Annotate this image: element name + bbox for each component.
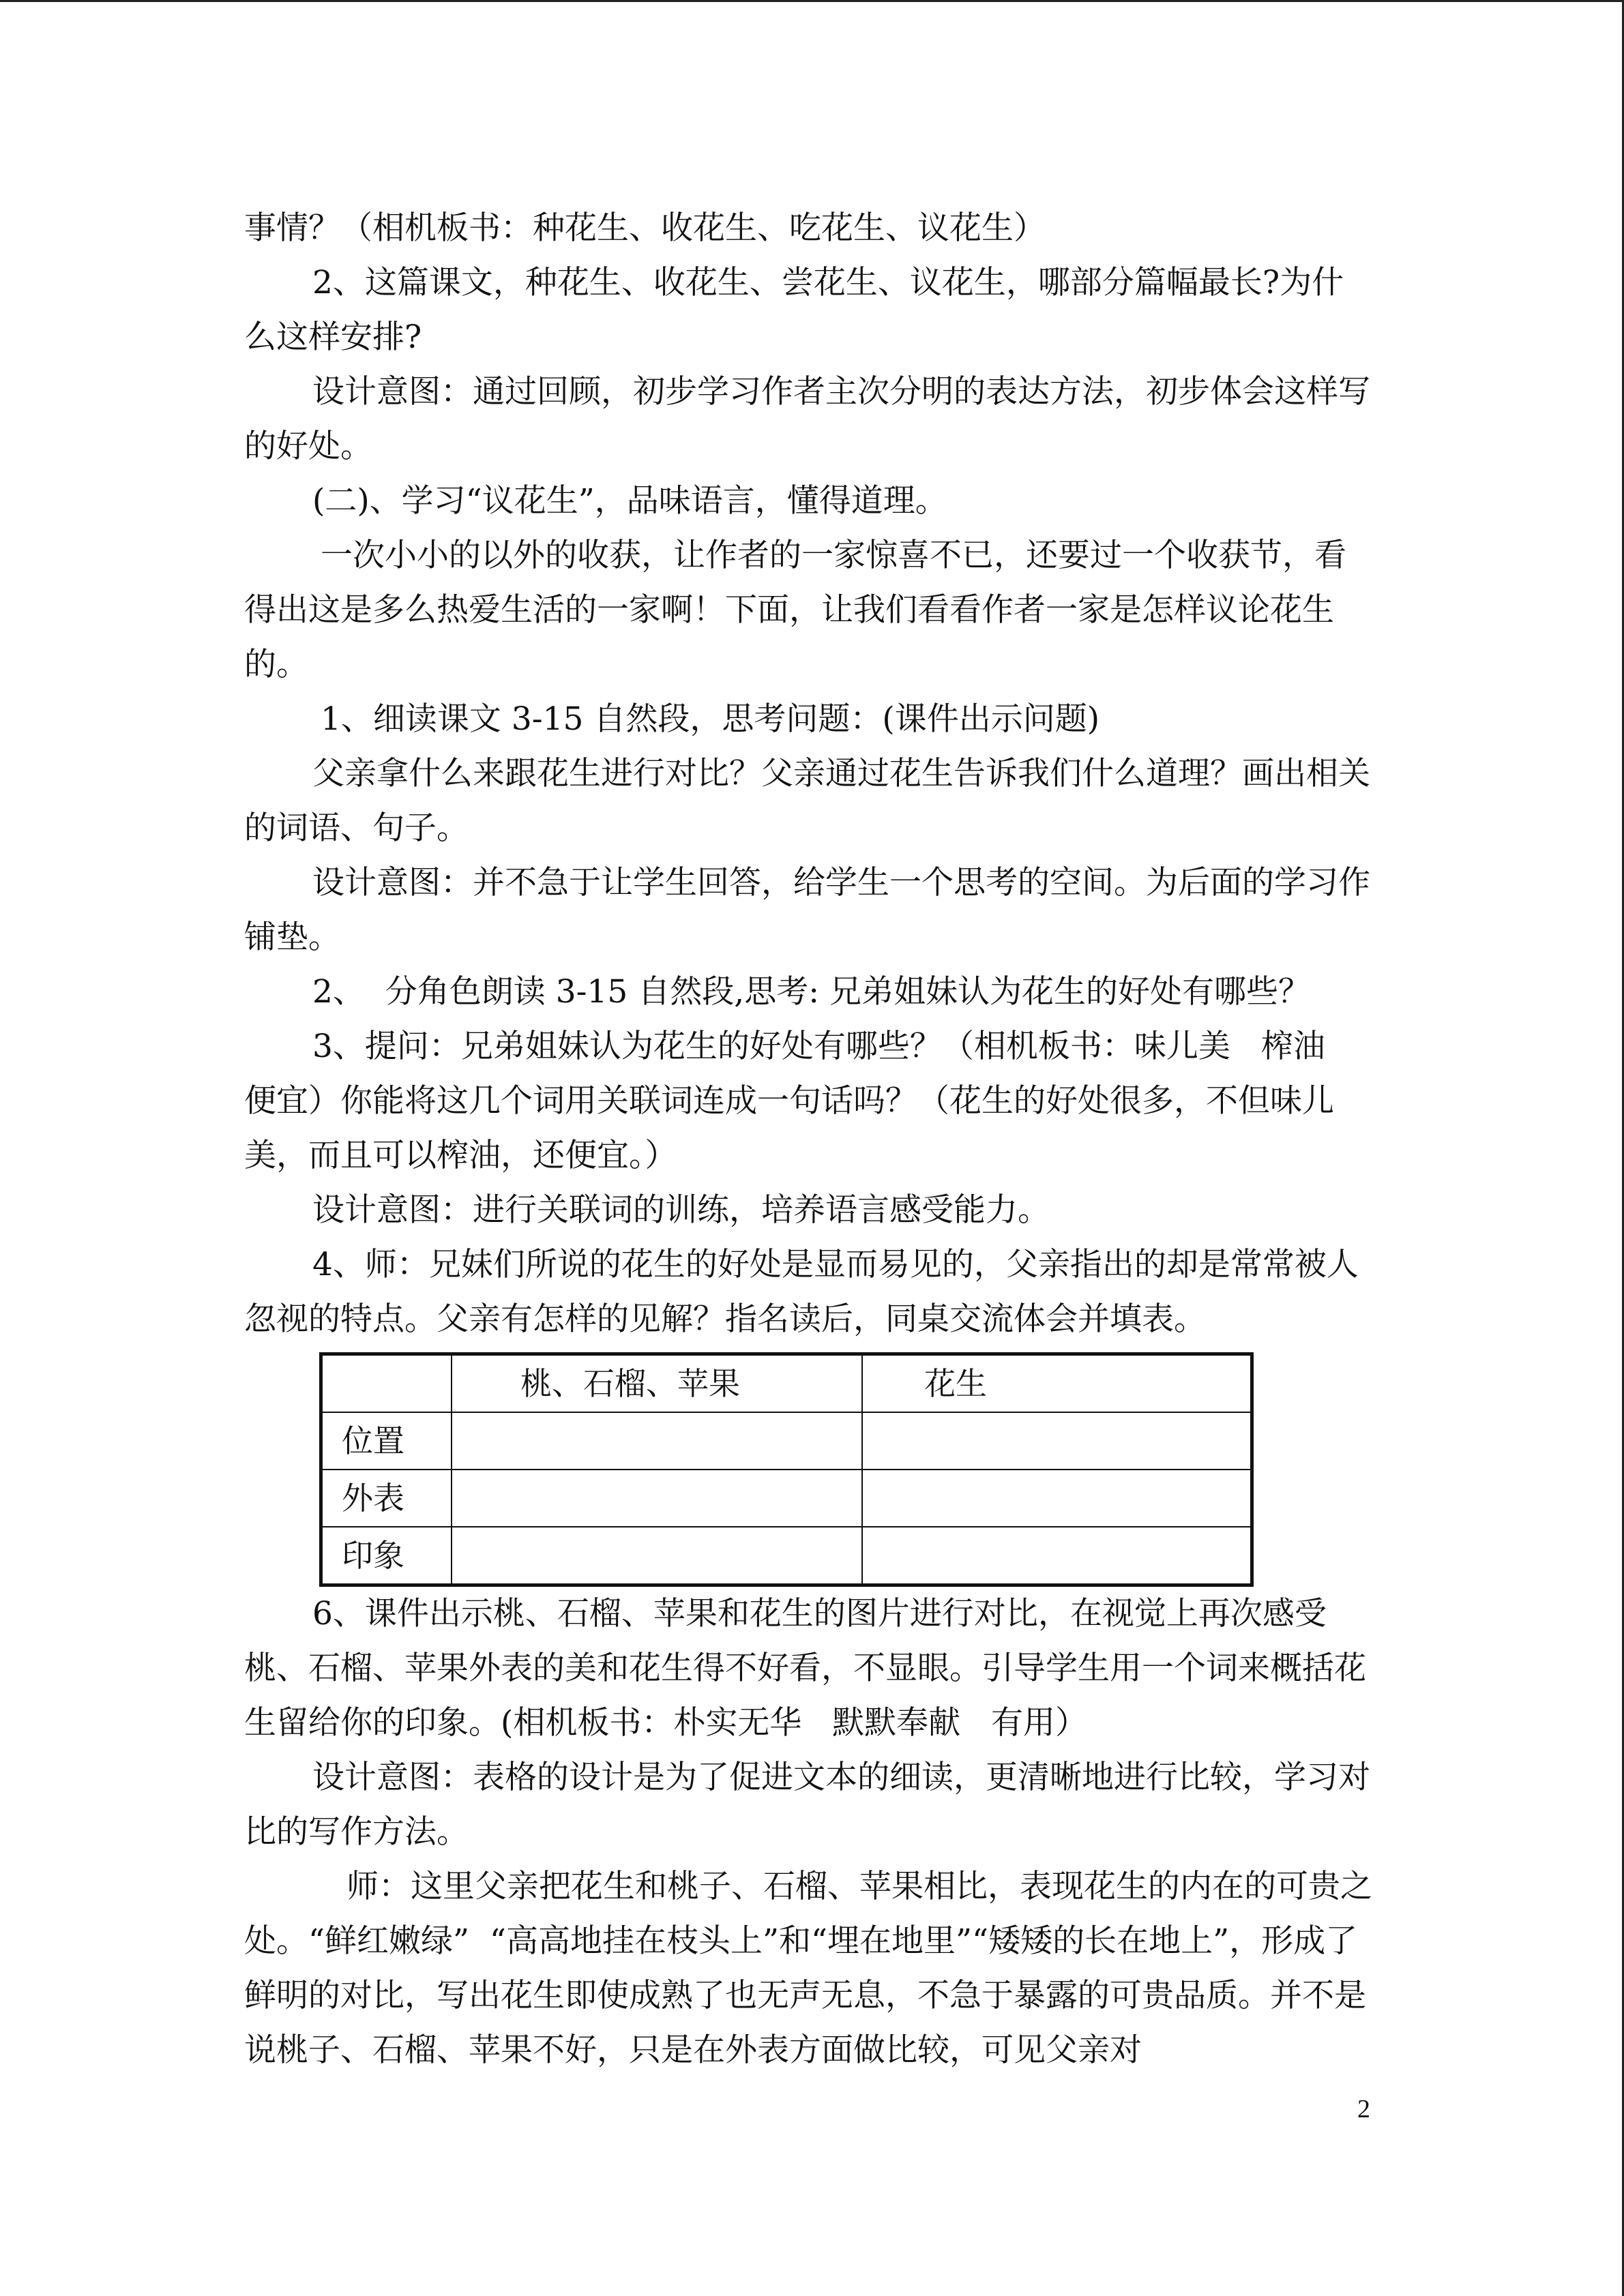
top-border-line	[0, 0, 1624, 2]
table-cell	[452, 1470, 862, 1527]
paragraph-15: 师：这里父亲把花生和桃子、石榴、苹果相比，表现花生的内在的可贵之处。“鲜红嫩绿” “高高地挂在枝头上”和“埋在地里”“矮矮的长在地上”，形成了鲜明的对比，写出花生即使成熟了也无声无息，不急于暴露的可贵品质。并不是说桃子、石榴、苹果不好，只是在外表方面做比较，可见父亲对	[244, 1868, 1372, 2069]
paragraph-2: 2、这篇课文，种花生、收花生、尝花生、议花生，哪部分篇幅最长?为什么这样安排?	[244, 264, 1344, 356]
paragraph-5: 一次小小的以外的收获，让作者的一家惊喜不已，还要过一个收获节，看得出这是多么热爱生活的一家啊！下面，让我们看看作者一家是怎样议论花生的。	[244, 537, 1346, 683]
table-cell	[862, 1527, 1252, 1585]
table-row	[321, 1470, 1252, 1527]
table-cell	[452, 1412, 862, 1470]
table-row-label-appearance: 外表	[321, 1470, 452, 1527]
paragraph-14: 设计意图：表格的设计是为了促进文本的细读，更清晰地进行比较，学习对比的写作方法。	[244, 1759, 1370, 1851]
paragraph-3: 设计意图：通过回顾，初步学习作者主次分明的表达方法，初步体会这样写的好处。	[244, 373, 1370, 465]
table-row-label-impression: 印象	[321, 1527, 452, 1585]
comparison-table-wrapper	[319, 1352, 1254, 1587]
table-cell	[862, 1412, 1252, 1470]
table-header-row	[321, 1354, 1252, 1413]
table-row	[321, 1412, 1252, 1470]
paragraph-8: 设计意图：并不急于让学生回答，给学生一个思考的空间。为后面的学习作铺垫。	[244, 864, 1370, 956]
table-row-label-position: 位置	[321, 1412, 452, 1470]
table-cell	[452, 1527, 862, 1585]
comparison-table	[319, 1352, 1254, 1587]
paragraph-1: 事情？（相机板书：种花生、收花生、吃花生、议花生）	[244, 209, 1046, 247]
table-header-cell-fruits: 桃、石榴、苹果	[452, 1354, 862, 1413]
paragraph-12: 4、师：兄妹们所说的花生的好处是显而易见的，父亲指出的却是常常被人忽视的特点。父亲有怎样的见解？指名读后，同桌交流体会并填表。	[244, 1246, 1359, 1338]
body-text	[244, 201, 1373, 2078]
paragraph-6: 1、细读课文 3-15 自然段，思考问题：(课件出示问题)	[321, 700, 1100, 738]
paragraph-13: 6、课件出示桃、石榴、苹果和花生的图片进行对比，在视觉上再次感受桃、石榴、苹果外表的美和花生得不好看，不显眼。引导学生用一个词来概括花生留给你的印象。(相机板书：朴实无华 默默奉献 有用）	[244, 1595, 1366, 1742]
table-row	[321, 1527, 1252, 1585]
paragraph-7: 父亲拿什么来跟花生进行对比？父亲通过花生告诉我们什么道理？画出相关的词语、句子。	[244, 755, 1370, 847]
section-heading: (二)、学习“议花生”，品味语言，懂得道理。	[312, 482, 947, 520]
paragraph-11: 设计意图：进行关联词的训练，培养语言感受能力。	[312, 1191, 1050, 1229]
table-header-cell-peanut: 花生	[862, 1354, 1252, 1413]
paragraph-9: 2、 分角色朗读 3-15 自然段,思考: 兄弟姐妹认为花生的好处有哪些？	[312, 973, 1310, 1011]
page-number: 2	[1357, 2095, 1370, 2123]
paragraph-10: 3、提问：兄弟姐妹认为花生的好处有哪些？（相机板书：味儿美 榨油 便宜）你能将这几个词用关联词连成一句话吗？（花生的好处很多，不但味儿美，而且可以榨油，还便宜。）	[244, 1028, 1356, 1174]
table-cell	[862, 1470, 1252, 1527]
table-header-cell-empty	[321, 1354, 452, 1413]
